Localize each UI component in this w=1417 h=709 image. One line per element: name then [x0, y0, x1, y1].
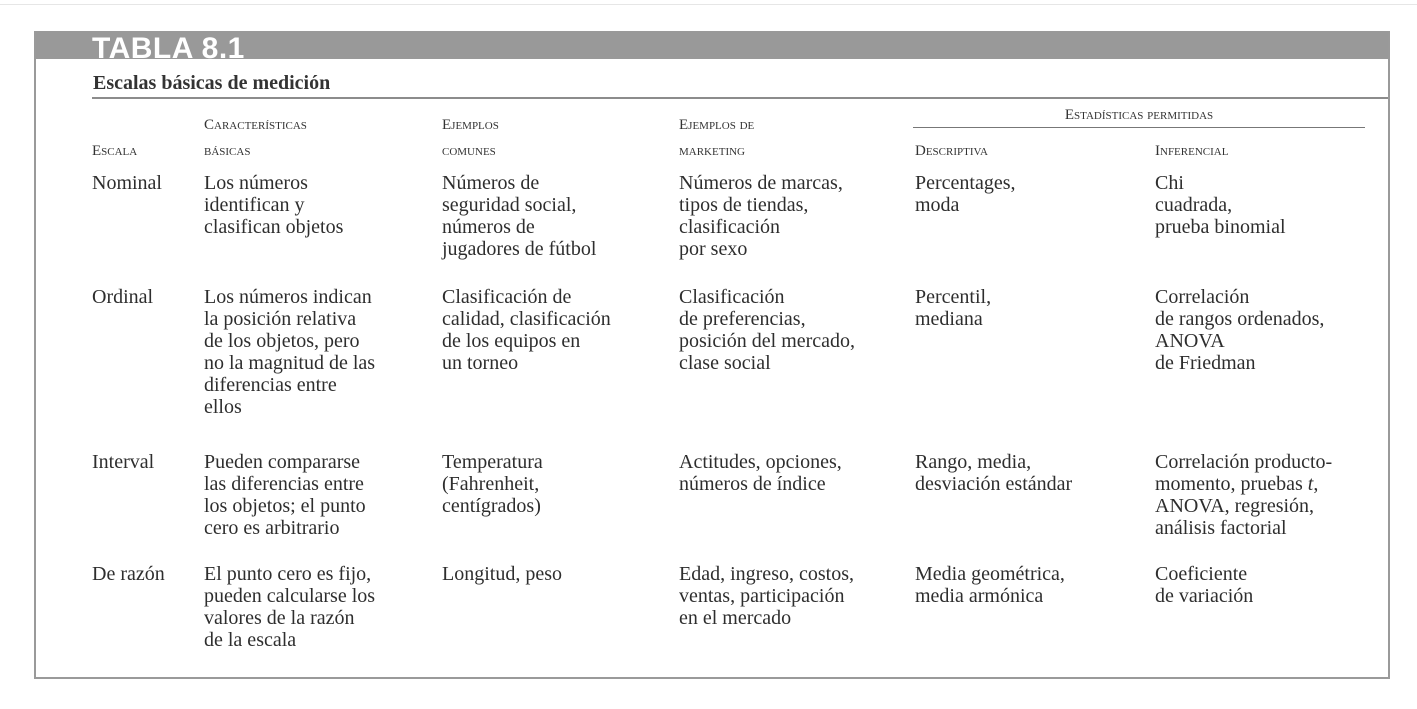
cell-line: ANOVA, regresión, — [1155, 495, 1315, 517]
header-caracteristicas-1: Características — [204, 117, 307, 133]
cell-caracteristicas — [204, 451, 366, 539]
header-marketing-2: marketing — [679, 143, 745, 159]
cell-inferencial — [1155, 172, 1286, 238]
cell-caracteristicas — [204, 563, 375, 651]
cell-line: cero es arbitrario — [204, 517, 340, 539]
cell-line: de los objetos, pero — [204, 330, 360, 352]
cell-line: de rangos ordenados, — [1155, 308, 1325, 330]
cell-line: cuadrada, — [1155, 194, 1233, 216]
cell-line: la posición relativa — [204, 308, 357, 330]
top-divider — [0, 4, 1417, 5]
cell-line: Nominal — [92, 172, 162, 194]
cell-line: Interval — [92, 451, 155, 473]
header-rule — [92, 97, 1388, 99]
cell-line: prueba binomial — [1155, 216, 1286, 238]
cell-escala — [92, 286, 153, 308]
cell-line: Correlación producto- — [1155, 451, 1333, 473]
table-frame — [34, 31, 1390, 679]
cell-line: seguridad social, — [442, 194, 577, 216]
table-banner — [36, 31, 1388, 59]
cell-line: Rango, media, — [915, 451, 1032, 473]
cell-line: momento, pruebas t, — [1155, 473, 1319, 495]
cell-line: pueden calcularse los — [204, 585, 376, 607]
cell-line: De razón — [92, 563, 165, 585]
cell-line: ANOVA — [1155, 330, 1225, 352]
cell-line: El punto cero es fijo, — [204, 563, 372, 585]
cell-line: las diferencias entre — [204, 473, 364, 495]
cell-ejemplos — [442, 172, 596, 260]
cell-descriptiva — [915, 563, 1065, 607]
header-escala: Escala — [92, 143, 138, 159]
cell-line: en el mercado — [679, 607, 792, 629]
cell-line: de preferencias, — [679, 308, 806, 330]
cell-inferencial — [1155, 563, 1253, 607]
cell-line: Correlación — [1155, 286, 1250, 308]
cell-descriptiva — [915, 286, 991, 330]
cell-line: Edad, ingreso, costos, — [679, 563, 854, 585]
cell-escala — [92, 451, 154, 473]
cell-inferencial — [1155, 451, 1332, 539]
table-label: TABLA 8.1 — [92, 32, 245, 59]
cell-line: Los números indican — [204, 286, 372, 308]
cell-line: de Friedman — [1155, 352, 1256, 374]
header-caracteristicas-2: básicas — [204, 143, 251, 159]
header-ejemplos-2: comunes — [442, 143, 496, 159]
cell-line: números de — [442, 216, 535, 238]
cell-ejemplos — [442, 451, 543, 517]
cell-ejemplos — [442, 286, 611, 374]
cell-line: identifican y — [204, 194, 305, 216]
cell-line: tipos de tiendas, — [679, 194, 809, 216]
cell-line: clasifican objetos — [204, 216, 344, 238]
cell-line: Clasificación de — [442, 286, 572, 308]
cell-line: desviación estándar — [915, 473, 1073, 495]
header-inferencial: Inferencial — [1155, 143, 1229, 159]
cell-line: Coeficiente — [1155, 563, 1248, 585]
cell-line: Números de — [442, 172, 540, 194]
header-marketing-1: Ejemplos de — [679, 117, 755, 133]
cell-line: posición del mercado, — [679, 330, 856, 352]
cell-line: media armónica — [915, 585, 1044, 607]
cell-line: Números de marcas, — [679, 172, 843, 194]
cell-line: centígrados) — [442, 495, 541, 517]
cell-caracteristicas — [204, 172, 343, 238]
cell-line: jugadores de fútbol — [442, 238, 597, 260]
cell-line: ellos — [204, 396, 242, 418]
cell-line: Pueden compararse — [204, 451, 361, 473]
cell-line: Media geométrica, — [915, 563, 1065, 585]
cell-line: clasificación — [679, 216, 781, 238]
cell-line: de los equipos en — [442, 330, 581, 352]
cell-line: Ordinal — [92, 286, 154, 308]
cell-line: no la magnitud de las — [204, 352, 376, 374]
cell-marketing — [679, 563, 854, 629]
cell-marketing — [679, 451, 842, 495]
cell-line: valores de la razón — [204, 607, 355, 629]
cell-line: Percentages, — [915, 172, 1016, 194]
cell-escala — [92, 172, 162, 194]
cell-descriptiva — [915, 451, 1072, 495]
cell-line: Clasificación — [679, 286, 785, 308]
cell-ejemplos — [442, 563, 562, 585]
cell-line: un torneo — [442, 352, 519, 374]
cell-line: análisis factorial — [1155, 517, 1287, 539]
cell-line: moda — [915, 194, 960, 216]
table-subtitle: Escalas básicas de medición — [93, 72, 331, 94]
stats-group-rule — [913, 127, 1365, 128]
cell-line: Chi — [1155, 172, 1184, 194]
cell-caracteristicas — [204, 286, 375, 418]
cell-line: Temperatura — [442, 451, 543, 473]
cell-marketing — [679, 172, 843, 260]
cell-line: Longitud, peso — [442, 563, 562, 585]
cell-line: (Fahrenheit, — [442, 473, 540, 495]
cell-descriptiva — [915, 172, 1016, 216]
cell-line: clase social — [679, 352, 771, 374]
cell-inferencial — [1155, 286, 1324, 374]
stats-group-header: Estadísticas permitidas — [1064, 107, 1214, 123]
cell-line: ventas, participación — [679, 585, 845, 607]
cell-line: de variación — [1155, 585, 1254, 607]
cell-line: mediana — [915, 308, 983, 330]
cell-line: los objetos; el punto — [204, 495, 366, 517]
header-ejemplos-1: Ejemplos — [442, 117, 499, 133]
cell-marketing — [679, 286, 855, 374]
cell-line: de la escala — [204, 629, 297, 651]
header-descriptiva: Descriptiva — [915, 143, 988, 159]
cell-line: calidad, clasificación — [442, 308, 611, 330]
cell-line: Percentil, — [915, 286, 992, 308]
cell-line: por sexo — [679, 238, 748, 260]
cell-line: números de índice — [679, 473, 826, 495]
cell-line: Los números — [204, 172, 308, 194]
cell-escala — [92, 563, 165, 585]
cell-line: Actitudes, opciones, — [679, 451, 842, 473]
cell-line: diferencias entre — [204, 374, 337, 396]
